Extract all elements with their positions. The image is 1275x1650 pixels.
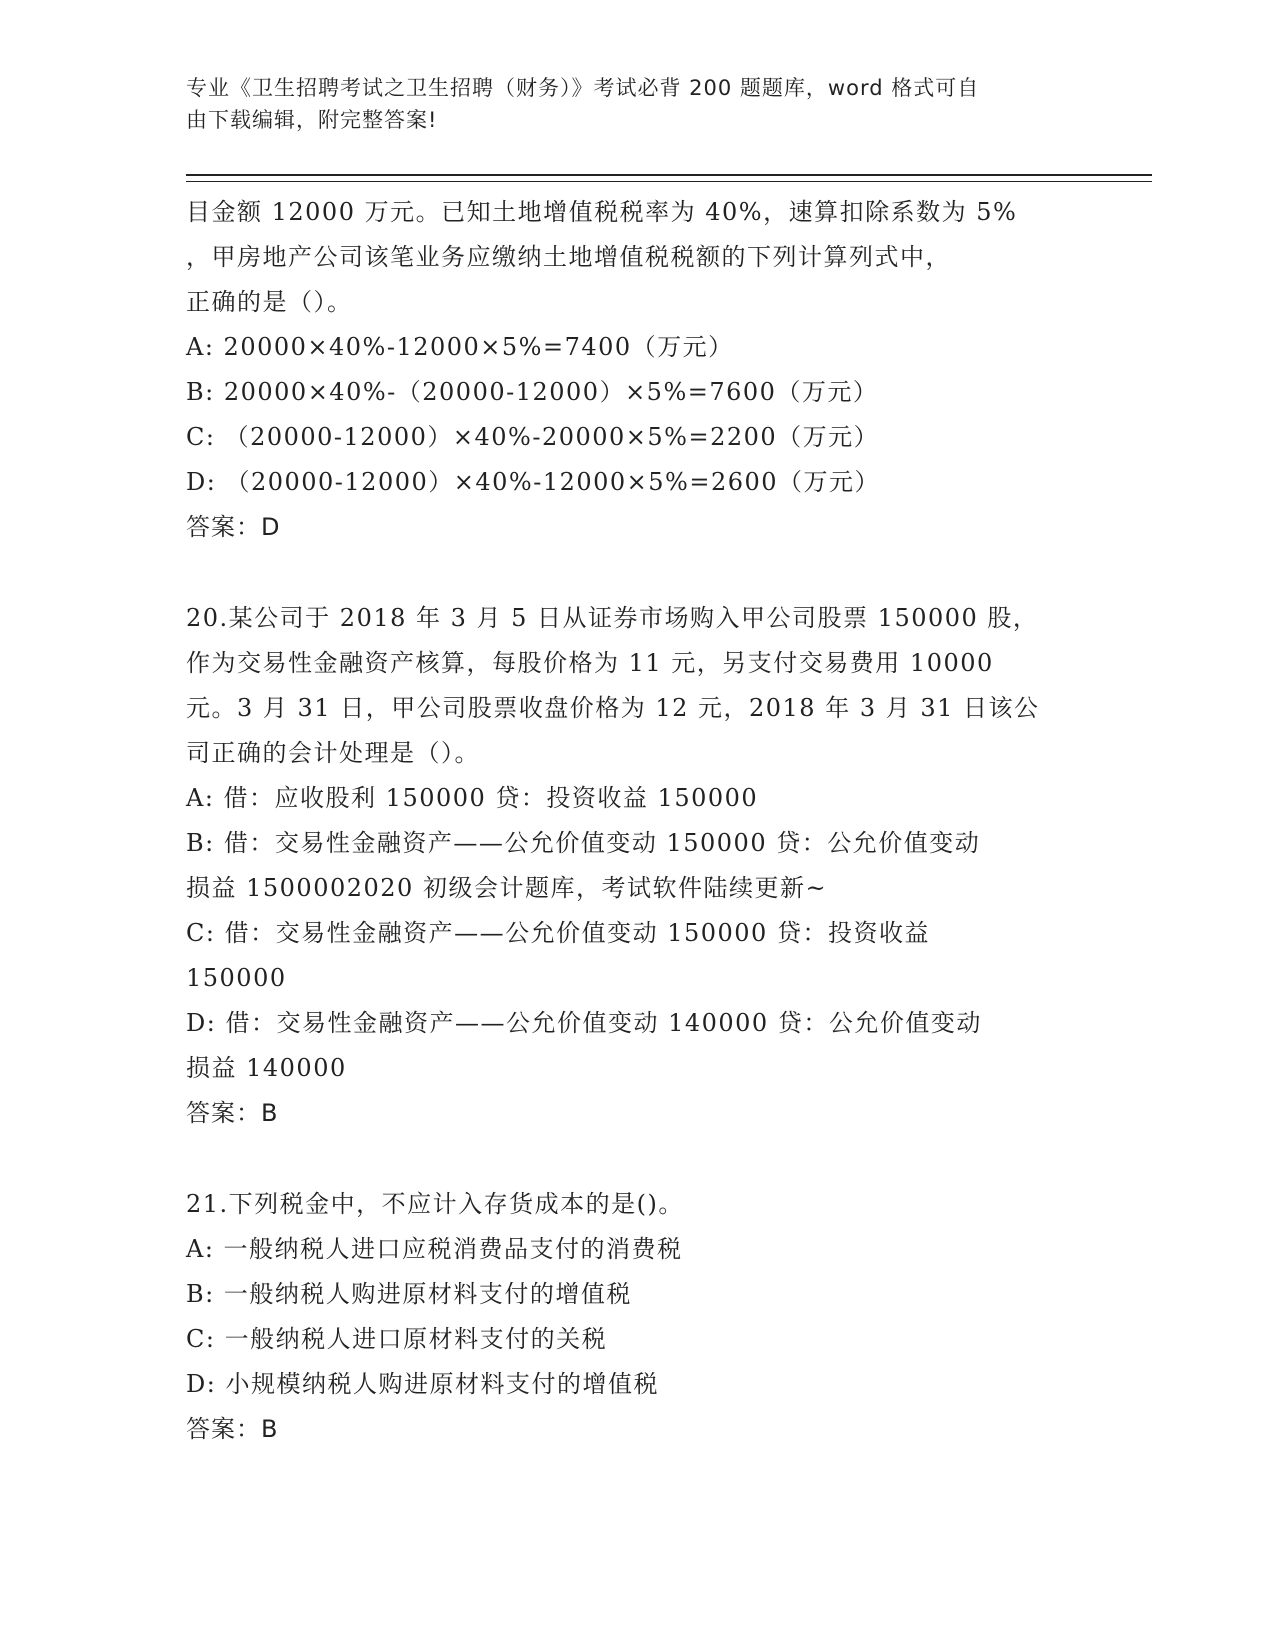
header-divider-thick [186,174,1152,176]
header-line-2: 由下载编辑，附完整答案! [186,108,438,132]
question-stem-line: 20.某公司于 2018 年 3 月 5 日从证券市场购入甲公司股票 150000 股， [186,604,1039,632]
option-c: C: 一般纳税人进口原材料支付的关税 [186,1325,608,1353]
option-a: A: 20000×40%-12000×5%=7400（万元） [186,333,734,361]
option-c-continued: 150000 [186,964,287,992]
option-c: C: （20000-12000）×40%-20000×5%=2200（万元） [186,423,880,451]
option-a: A: 一般纳税人进口应税消费品支付的消费税 [186,1235,683,1263]
question-stem-line: 目金额 12000 万元。已知土地增值税税率为 40%，速算扣除系数为 5% [186,198,1018,226]
spacer [186,1136,1086,1182]
header-line-1: 专业《卫生招聘考试之卫生招聘（财务）》考试必背 200 题题库，word 格式可自 [186,76,980,100]
question-stem-line: ，甲房地产公司该笔业务应缴纳土地增值税税额的下列计算列式中， [186,243,951,271]
question-21 [186,1182,1086,1452]
option-d: D: 借：交易性金融资产——公允价值变动 140000 贷：公允价值变动 [186,1009,982,1037]
document-header [186,72,1066,136]
option-c: C: 借：交易性金融资产——公允价值变动 150000 贷：投资收益 [186,919,930,947]
answer: 答案：B [186,1415,279,1443]
answer: 答案：D [186,513,281,541]
option-b: B: 借：交易性金融资产——公允价值变动 150000 贷：公允价值变动 [186,829,981,857]
option-b-continued: 损益 1500002020 初级会计题库，考试软件陆续更新~ [186,874,828,902]
option-b: B: 一般纳税人购进原材料支付的增值税 [186,1280,632,1308]
question-19 [186,190,1086,550]
question-stem-line: 21.下列税金中，不应计入存货成本的是()。 [186,1190,684,1218]
header-divider-thin [186,181,1152,182]
question-stem-line: 正确的是（）。 [186,288,353,316]
option-b: B: 20000×40%-（20000-12000）×5%=7600（万元） [186,378,879,406]
spacer [186,550,1086,596]
option-d-continued: 损益 140000 [186,1054,347,1082]
question-stem-line: 作为交易性金融资产核算，每股价格为 11 元，另支付交易费用 10000 [186,649,994,677]
question-content [186,190,1086,1452]
question-20 [186,596,1086,1136]
question-stem-line: 司正确的会计处理是（）。 [186,739,480,767]
question-stem-line: 元。3 月 31 日，甲公司股票收盘价格为 12 元，2018 年 3 月 31 日该公 [186,694,1040,722]
option-a: A: 借：应收股利 150000 贷：投资收益 150000 [186,784,759,812]
option-d: D: 小规模纳税人购进原材料支付的增值税 [186,1370,659,1398]
option-d: D: （20000-12000）×40%-12000×5%=2600（万元） [186,468,881,496]
answer: 答案：B [186,1099,279,1127]
